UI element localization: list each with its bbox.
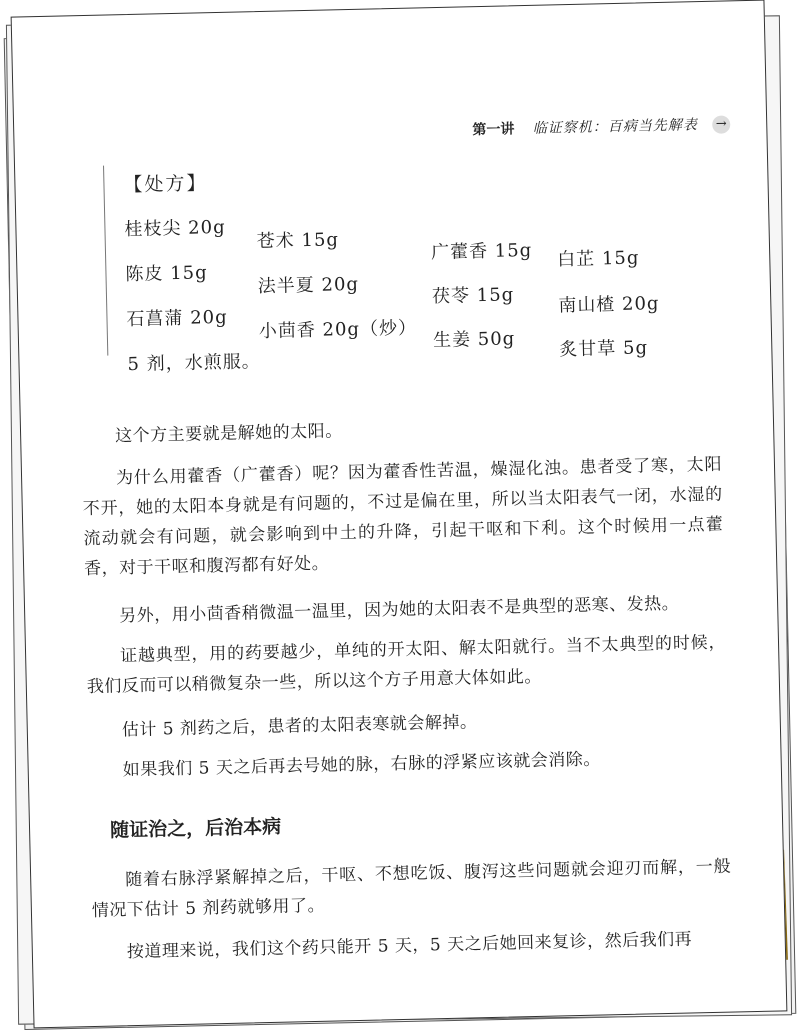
paragraph: 这个方主要就是解她的太阳。	[114, 421, 343, 447]
herb-item: 炙甘草 5g	[559, 337, 649, 361]
section-heading: 随证治之，后治本病	[109, 815, 282, 842]
paragraph: 为什么用藿香（广藿香）呢？因为藿香性苦温，燥湿化浊。患者受了寒，太阳不开，她的太阳本身就是有问题的，不过是偏在里，所以当太阳表气一闭，水湿的流动就会有问题，就会影响到中土的升降，引起干呕和下利。这个时候用一点藿香，对于干呕和腹泻都有好处。	[82, 454, 724, 580]
herb-item: 茯苓 15g	[431, 284, 515, 308]
paragraph: 估计 5 剂药之后，患者的太阳表寒就会解掉。	[121, 712, 478, 741]
herb-item: 南山楂 20g	[558, 293, 660, 317]
herb-item: 法半夏 20g	[257, 273, 360, 298]
paragraph: 证越典型，用的药要越少，单纯的开太阳、解太阳就行。当不太典型的时候，我们反而可以稍微复杂一些，所以这个方子用意大体如此。	[86, 632, 727, 698]
herb-item: 苍术 15g	[256, 229, 340, 253]
book-page	[11, 0, 788, 1028]
herb-item: 白芷 15g	[557, 247, 640, 271]
herb-item: 生姜 50g	[432, 328, 516, 352]
herb-item: 陈皮 15g	[125, 262, 208, 286]
arrow-right-icon: →	[712, 115, 730, 133]
herb-item: 广藿香 15g	[430, 239, 533, 264]
lecture-number: 第一讲	[472, 121, 515, 139]
paragraph: 如果我们 5 天之后再去号她的脉，右脉的浮紧应该就会消除。	[122, 749, 601, 781]
running-header	[472, 113, 730, 139]
paragraph: 另外，用小茴香稍微温一温里，因为她的太阳表不是典型的恶寒、发热。	[119, 593, 680, 627]
herb-item: 石菖蒲 20g	[126, 306, 228, 331]
herb-item: 小茴香 20g（炒）	[258, 317, 418, 343]
prescription-title: 【处方】	[123, 172, 208, 197]
paragraph: 随着右脉浮紧解掉之后，干呕、不想吃饭、腹泻这些问题就会迎刃而解，一般情况下估计 5 剂药就够用了。	[91, 856, 732, 922]
dosage-instruction: 5 剂，水煎服。	[127, 351, 261, 376]
lecture-subtitle: 临证察机：百病当先解表	[532, 117, 698, 137]
prescription-margin-line	[103, 166, 108, 356]
paragraph: 按道理来说，我们这个药只能开 5 天，5 天之后她回来复诊，然后我们再	[126, 929, 693, 963]
herb-item: 桂枝尖 20g	[124, 216, 226, 241]
